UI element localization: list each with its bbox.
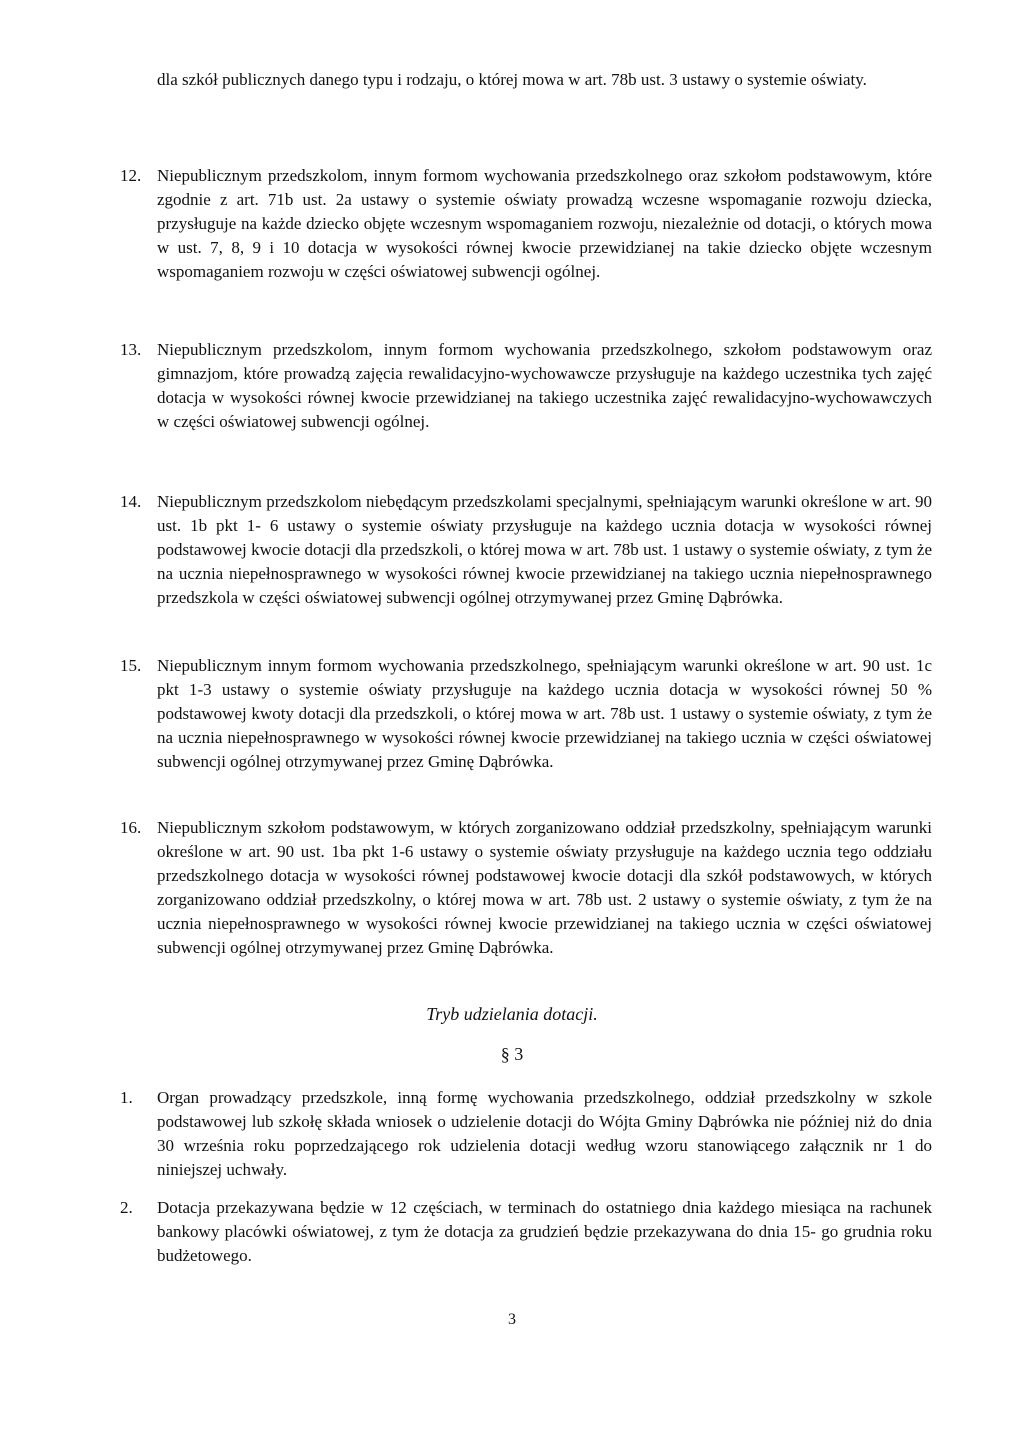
paragraph-number: 14.: [120, 492, 142, 511]
paragraph-number: 16.: [120, 818, 142, 837]
paragraph-16: [120, 816, 932, 960]
section-paragraph-2: [120, 1196, 932, 1268]
paragraph-text: Dotacja przekazywana będzie w 12 częściach, w terminach do ostatniego dnia każdego miesiąca na rachunek bankowy placówki oświatowej, z tym że dotacja za grudzień będzie przekazywana do dnia 15- go grudnia roku budżetowego.: [157, 1198, 932, 1265]
paragraph-text: Niepublicznym innym formom wychowania przedszkolnego, spełniającym warunki określone w art. 90 ust. 1c pkt 1-3 ustawy o systemie oświaty przysługuje na każdego ucznia dotacja w wysokości równej 50 % podstawowej kwoty dotacji dla przedszkoli, o której mowa w art. 78b ust. 1 ustawy o systemie oświaty, z tym że na ucznia niepełnosprawnego w wysokości równej kwocie przewidzianej na takiego ucznia w części oświatowej subwencji ogólnej otrzymywanej przez Gminę Dąbrówka.: [157, 656, 932, 771]
paragraph-number: 13.: [120, 340, 142, 359]
paragraph-number: 1.: [120, 1088, 133, 1107]
continuation-text: dla szkół publicznych danego typu i rodzaju, o której mowa w art. 78b ust. 3 ustawy o systemie oświaty.: [157, 70, 867, 89]
section-paragraph-1: [120, 1086, 932, 1182]
paragraph-number: 2.: [120, 1198, 133, 1217]
paragraph-text: Niepublicznym przedszkolom, innym formom wychowania przedszkolnego, szkołom podstawowym oraz gimnazjom, które prowadzą zajęcia rewalidacyjno-wychowawcze przysługuje na każdego uczestnika tych zajęć dotacja w wysokości równej kwocie przewidzianej na takiego uczestnika zajęć rewalidacyjno-wychowawczych w części oświatowej subwencji ogólnej.: [157, 340, 932, 431]
section-heading: Tryb udzielania dotacji.: [426, 1004, 598, 1024]
paragraph-13: [120, 338, 932, 434]
page-number: 3: [508, 1311, 516, 1328]
paragraph-text: Organ prowadzący przedszkole, inną formę wychowania przedszkolnego, oddział przedszkolny w szkole podstawowej lub szkołę składa wniosek o udzielenie dotacji do Wójta Gminy Dąbrówka nie później niż do dnia 30 września roku poprzedzającego rok udzielenia dotacji według wzoru stanowiącego załącznik nr 1 do niniejszej uchwały.: [157, 1088, 932, 1179]
paragraph-text: Niepublicznym przedszkolom niebędącym przedszkolami specjalnymi, spełniającym warunki określone w art. 90 ust. 1b pkt 1- 6 ustawy o systemie oświaty przysługuje na każdego ucznia dotacja w wysokości równej podstawowej kwocie dotacji dla przedszkoli, o której mowa w art. 78b ust. 1 ustawy o systemie oświaty, z tym że na ucznia niepełnosprawnego w wysokości równej kwocie przewidzianej na takiego ucznia niepełnosprawnego przedszkola w części oświatowej subwencji ogólnej otrzymywanej przez Gminę Dąbrówka.: [157, 492, 932, 607]
paragraph-15: [120, 654, 932, 774]
paragraph-number: 12.: [120, 166, 142, 185]
paragraph-14: [120, 490, 932, 610]
paragraph-number: 15.: [120, 656, 142, 675]
paragraph-12: [120, 164, 932, 284]
paragraph-text: Niepublicznym przedszkolom, innym formom wychowania przedszkolnego oraz szkołom podstawowym, które zgodnie z art. 71b ust. 2a ustawy o systemie oświaty prowadzą wczesne wspomaganie rozwoju dziecka, przysługuje na każde dziecko objęte wczesnym wspomaganiem rozwoju, niezależnie od dotacji, o których mowa w ust. 7, 8, 9 i 10 dotacja w wysokości równej kwocie przewidzianej na takie dziecko objęte wczesnym wspomaganiem rozwoju w części oświatowej subwencji ogólnej.: [157, 166, 932, 281]
section-number: § 3: [500, 1044, 524, 1064]
paragraph-text: Niepublicznym szkołom podstawowym, w których zorganizowano oddział przedszkolny, spełniającym warunki określone w art. 90 ust. 1ba pkt 1-6 ustawy o systemie oświaty przysługuje na każdego ucznia tego oddziału przedszkolnego dotacja w wysokości równej podstawowej kwocie dotacji dla szkół podstawowych, w których zorganizowano oddział przedszkolny, o której mowa w art. 78b ust. 2 ustawy o systemie oświaty, z tym że na ucznia niepełnosprawnego w wysokości równej kwocie przewidzianej na takiego ucznia w części oświatowej subwencji ogólnej otrzymywanej przez Gminę Dąbrówka.: [157, 818, 932, 957]
